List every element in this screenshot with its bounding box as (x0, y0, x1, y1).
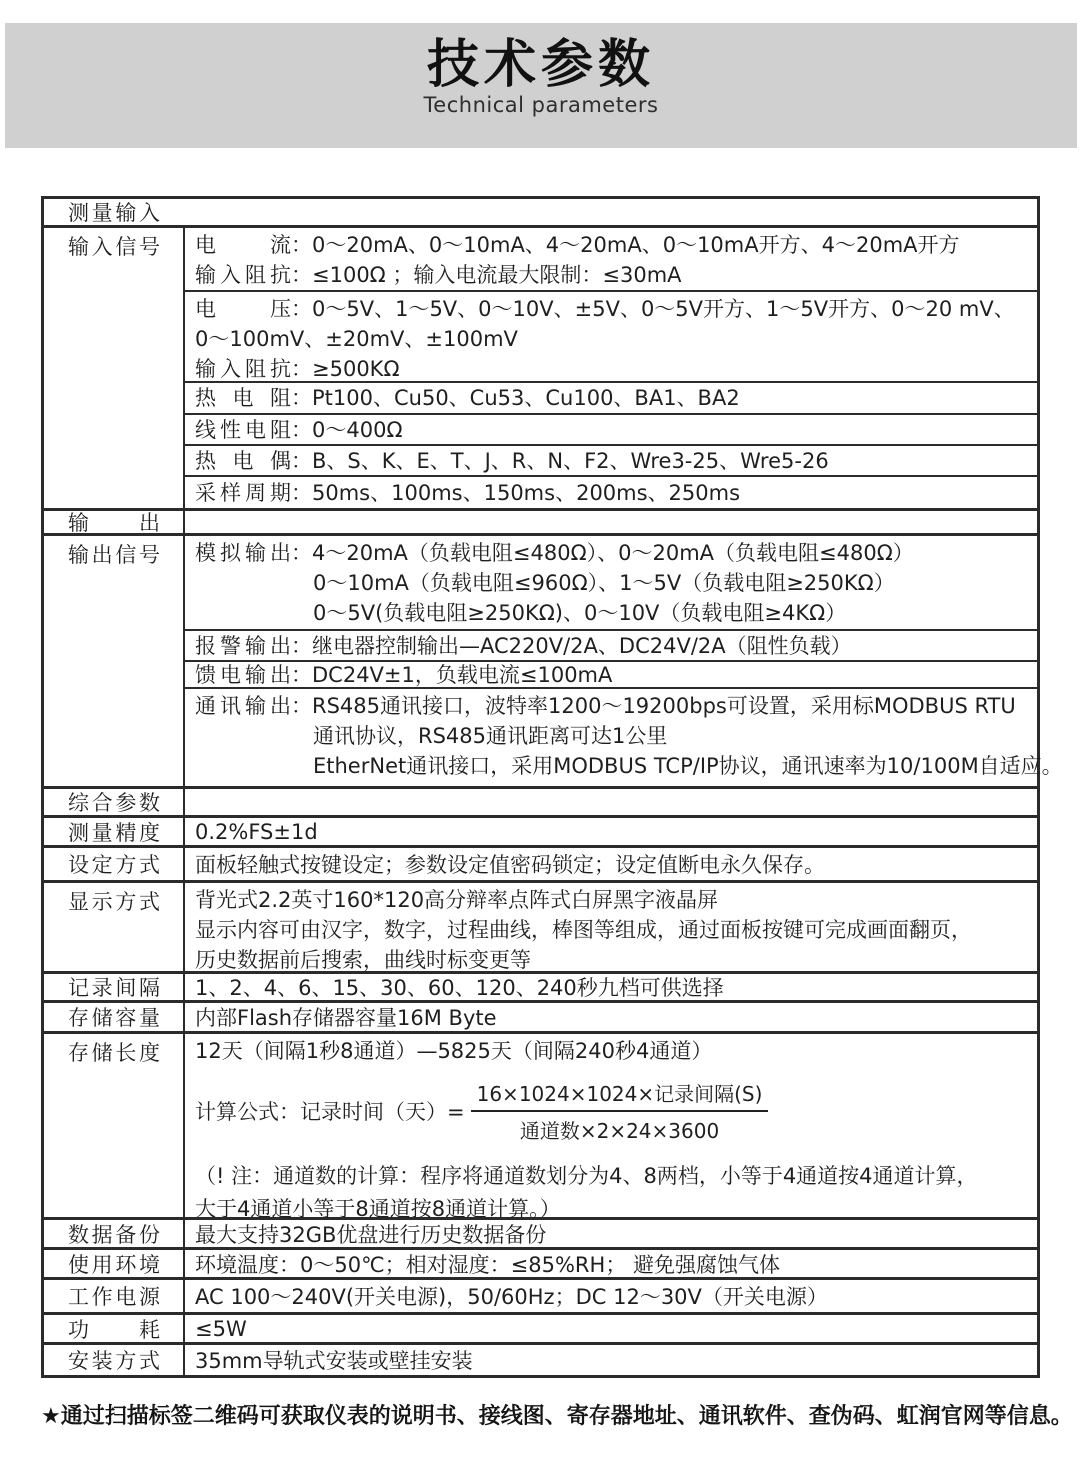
empty-cell (185, 511, 1037, 533)
row-label-text: 输出信号 (68, 543, 160, 567)
voltage-impedance-line (195, 354, 1037, 384)
row-label (44, 1345, 185, 1375)
sampling-period-prefix: 采样周期 (195, 480, 291, 505)
section-label (44, 789, 185, 815)
feed-output-values: ：DC24V±1，负载电流≤100mA (291, 662, 613, 687)
output-signal-cell (185, 536, 1063, 786)
rtd-values: ：Pt100、Cu50、Cu53、Cu100、BA1、BA2 (291, 386, 740, 410)
empty-cell (185, 789, 1037, 815)
row-installation (44, 1345, 1037, 1375)
row-label-text: 安装方式 (68, 1349, 160, 1373)
qr-info-note: ★通过扫描标签二维码可获取仪表的说明书、接线图、寄存器地址、通讯软件、查伪码、虹润官网等信息。 (41, 1404, 1073, 1429)
formula-fraction (471, 1078, 769, 1144)
current-values: ：0～20mA、0～10mA、4～20mA、0～10mA开方、4～20mA开方 (291, 233, 960, 257)
rtd-line (195, 383, 740, 413)
section-label-text: 综合参数 (68, 791, 160, 815)
row-label-text: 设定方式 (68, 853, 160, 877)
section-label (44, 511, 185, 533)
row-label (44, 974, 185, 1000)
feed-output-prefix: 馈电输出 (195, 662, 291, 687)
accuracy-value: 0.2%FS±1d (195, 819, 318, 844)
comm-output-subrow (185, 689, 1063, 786)
section-row-measure-input (44, 199, 1037, 228)
row-operating-environment (44, 1250, 1037, 1280)
linear-resistance-subrow (185, 415, 1037, 446)
row-display-method (44, 883, 1037, 974)
power-consumption-value: ≤5W (195, 1316, 247, 1341)
analog-output-subrow (185, 536, 1037, 631)
row-label-text: 数据备份 (68, 1222, 160, 1247)
row-label-text: 存储长度 (68, 1041, 160, 1065)
comm-output-prefix: 通讯输出 (195, 694, 291, 718)
alarm-output-prefix: 报警输出 (195, 633, 291, 658)
storage-length-formula (195, 1078, 1037, 1144)
row-storage-capacity (44, 1003, 1037, 1034)
row-storage-length (44, 1034, 1037, 1220)
thermocouple-line (195, 446, 829, 476)
impedance-values: ：≤100Ω ；输入电流最大限制：≤30mA (291, 263, 682, 287)
formula-denominator: 通道数×2×24×3600 (519, 1119, 720, 1143)
page-title: 技术参数 (426, 35, 655, 95)
thermocouple-prefix: 热电偶 (195, 448, 291, 473)
current-impedance-line (195, 260, 1037, 290)
sampling-period-line (195, 478, 740, 508)
section-label (44, 199, 185, 225)
display-line2: 显示内容可由汉字，数字，过程曲线，棒图等组成，通过面板按键可完成画面翻页， (195, 918, 972, 942)
thermocouple-values: ：B、S、K、E、T、J、R、N、F2、Wre3-25、Wre5-26 (291, 448, 829, 473)
row-label (44, 536, 185, 786)
current-line (195, 230, 1037, 260)
row-label (44, 1034, 185, 1217)
row-label (44, 228, 185, 508)
linear-resistance-line (195, 415, 403, 445)
current-prefix: 电流 (195, 233, 291, 257)
row-accuracy (44, 818, 1037, 848)
alarm-output-line (195, 631, 852, 661)
row-label (44, 883, 185, 971)
operating-environment-value: 环境温度：0～50℃；相对湿度：≤85%RH； 避免强腐蚀气体 (195, 1252, 780, 1277)
comm-output-values1: ：RS485通讯接口，波特率1200～19200bps可设置，采用标MODBUS RTU (291, 694, 1016, 718)
storage-capacity-value: 内部Flash存储器容量16M Byte (195, 1006, 497, 1030)
row-label-text: 输入信号 (68, 235, 160, 259)
feed-output-subrow (185, 662, 1037, 689)
storage-length-cell (185, 1034, 1037, 1221)
rtd-subrow (185, 383, 1037, 415)
comm-output-values2: 通讯协议，RS485通讯距离可达1公里 (313, 724, 668, 748)
comm-output-values3: EtherNet通讯接口，采用MODBUS TCP/IP协议，通讯速率为10/100M自适应。 (313, 754, 1063, 778)
section-row-output (44, 511, 1037, 536)
analog-output-values2: 0～10mA（负载电阻≤960Ω）、1～5V（负载电阻≥250KΩ） (313, 571, 895, 595)
sampling-period-subrow (185, 477, 1037, 508)
analog-output-values1: ：4～20mA（负载电阻≤480Ω）、0～20mA（负载电阻≤480Ω） (291, 541, 914, 565)
thermocouple-subrow (185, 446, 1037, 477)
row-label-text: 显示方式 (68, 890, 160, 914)
setting-method-value: 面板轻触式按键设定；参数设定值密码锁定；设定值断电永久保存。 (195, 853, 825, 877)
row-label-text: 功耗 (68, 1317, 160, 1342)
rtd-prefix: 热电阻 (195, 386, 291, 410)
row-label-text: 工作电源 (68, 1285, 160, 1309)
formula-numerator: 16×1024×1024×记录间隔(S) (471, 1078, 769, 1112)
row-input-signal (44, 228, 1037, 511)
display-line1: 背光式2.2英寸160*120高分辩率点阵式白屏黑字液晶屏 (195, 888, 719, 912)
row-label-text: 记录间隔 (68, 976, 160, 1000)
parameters-table (41, 196, 1063, 1378)
voltage-impedance-prefix: 输入阻抗 (195, 357, 291, 381)
storage-length-range: 12天（间隔1秒8通道）—5825天（间隔240秒4通道） (195, 1039, 713, 1063)
impedance-prefix: 输入阻抗 (195, 263, 291, 287)
installation-value: 35mm导轨式安装或壁挂安装 (195, 1349, 473, 1373)
feed-output-line (195, 660, 612, 690)
page-subtitle: Technical parameters (423, 93, 659, 117)
record-interval-value: 1、2、4、6、15、30、60、120、240秒九档可供选择 (195, 976, 724, 1000)
comm-output-line1 (195, 691, 1037, 721)
row-label (44, 1220, 185, 1247)
section-row-general-params (44, 789, 1037, 818)
row-label (44, 818, 185, 845)
row-data-backup (44, 1220, 1037, 1250)
current-subrow (185, 228, 1037, 292)
alarm-output-subrow (185, 631, 1037, 662)
alarm-output-values: ：继电器控制输出—AC220V/2A、DC24V/2A（阻性负载） (291, 633, 852, 658)
row-label-text: 使用环境 (68, 1252, 160, 1277)
display-line3: 历史数据前后搜索，曲线时标变更等 (195, 948, 531, 972)
input-signal-cell (185, 228, 1037, 508)
voltage-line1 (195, 294, 1037, 324)
linear-resistance-values: ：0～400Ω (291, 417, 403, 442)
linear-resistance-prefix: 线性电阻 (195, 417, 291, 442)
row-record-interval (44, 974, 1037, 1003)
voltage-values2: 0～100mV、±20mV、±100mV (195, 327, 518, 351)
storage-length-note1: （! 注：通道数的计算：程序将通道数划分为4、8两档，小等于4通道按4通道计算， (195, 1164, 978, 1188)
voltage-impedance-values: ：≥500KΩ (291, 357, 400, 381)
row-label (44, 1315, 185, 1342)
storage-length-note2: 大于4通道小等于8通道按8通道计算。） (195, 1197, 561, 1221)
row-label (44, 848, 185, 880)
power-supply-value: AC 100～240V(开关电源)，50/60Hz；DC 12～30V（开关电源） (195, 1285, 828, 1309)
row-label-text: 测量精度 (68, 820, 160, 845)
analog-output-values3: 0～5V(负载电阻≥250KΩ)、0～10V（负载电阻≥4KΩ） (313, 601, 847, 625)
formula-label: 计算公式：记录时间（天）= (195, 1100, 465, 1124)
analog-output-prefix: 模拟输出 (195, 541, 291, 565)
voltage-values1: ：0～5V、1～5V、0～10V、±5V、0～5V开方、1～5V开方、0～20 mV、 (291, 297, 1015, 321)
data-backup-value: 最大支持32GB优盘进行历史数据备份 (195, 1222, 547, 1247)
row-label-text: 存储容量 (68, 1006, 160, 1030)
section-label-text: 输出 (68, 511, 160, 535)
row-power-supply (44, 1280, 1037, 1315)
row-label (44, 1003, 185, 1031)
sampling-period-values: ：50ms、100ms、150ms、200ms、250ms (291, 480, 741, 505)
row-label (44, 1250, 185, 1277)
row-output-signal (44, 536, 1063, 789)
section-label-text: 测量输入 (68, 201, 160, 225)
row-setting-method (44, 848, 1037, 883)
row-label (44, 1280, 185, 1312)
voltage-subrow (185, 292, 1037, 383)
voltage-prefix: 电压 (195, 297, 291, 321)
row-power-consumption (44, 1315, 1037, 1345)
analog-output-line1 (195, 538, 1037, 568)
header-band (5, 23, 1077, 148)
display-method-cell (185, 883, 1037, 971)
